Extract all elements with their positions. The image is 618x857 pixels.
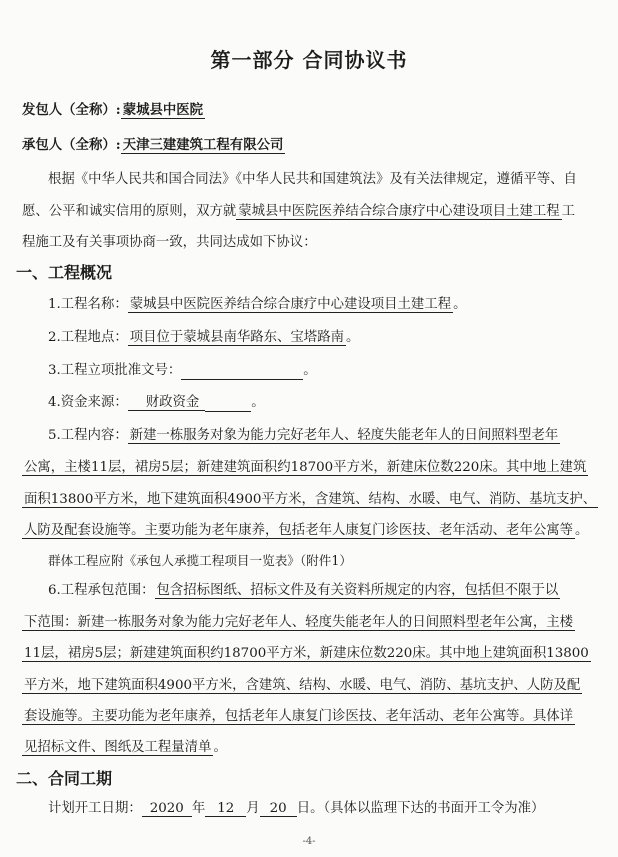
preamble-project-name: 蒙城县中医院医养结合综合康疗中心建设项目土建工程 (238, 204, 560, 219)
item-scope-end: 。 (213, 740, 227, 755)
item-location-label: 2.工程地点： (48, 330, 128, 345)
preamble-line-1: 根据《中华人民共和国合同法》《中华人民共和国建筑法》及有关法律规定，遵循平等、自 (48, 172, 577, 187)
contractor-line (22, 136, 285, 155)
item-project-name-value: 蒙城县中医院医养结合综合康疗中心建设项目土建工程 (129, 297, 452, 312)
item-content-text-1: 新建一栋服务对象为能力完好老年人、轻度失能老年人的日间照料型老年 (129, 428, 559, 443)
page-number: -4- (302, 836, 316, 847)
item-content-line-1 (48, 427, 560, 445)
item-scope-line-6 (22, 739, 227, 757)
item-scope-text-4: 平方米，地下建筑面积4900平方米，含建筑、结构、水暖、电气、消防、基坑支护、人防及配 (24, 678, 581, 693)
employer-label: 发包人（全称）: (22, 102, 121, 118)
start-day-unit: 日。 (296, 801, 324, 816)
employer-value: 蒙城县中医院 (122, 102, 204, 118)
item-scope-line-3 (22, 645, 591, 663)
item-approval-label: 3.工程立项批准文号： (48, 363, 182, 378)
item-scope-text-2: 下范围：新建一栋服务对象为能力完好老年人、轻度失能老年人的日间照料型老年公寓，主楼 (24, 615, 574, 630)
item-location (48, 329, 359, 347)
planned-start-date (48, 800, 544, 818)
start-month: 12 (205, 801, 246, 817)
item-scope-line-2 (22, 614, 575, 632)
start-month-unit: 月 (246, 801, 260, 816)
item-approval (48, 362, 317, 380)
item-scope-line-1 (48, 582, 560, 600)
item-project-name-end: 。 (453, 297, 467, 312)
item-project-name (48, 296, 467, 314)
preamble-line-2 (22, 203, 575, 221)
item-content-line-4 (22, 522, 588, 540)
item-project-name-label: 1.工程名称： (48, 297, 128, 312)
item-scope-label: 6.工程承包范围： (48, 583, 155, 598)
item-content-end: 。 (575, 523, 589, 538)
item-scope-text-5: 套设施等。主要功能为老年康养，包括老年人康复门诊医技、老年活动、老年公寓等。具体详 (24, 709, 574, 724)
preamble-suffix: 工 (561, 204, 576, 219)
item-content-text-3: 面积13800平方米，地下建筑面积4900平方米，含建筑、结构、水暖、电气、消防、基坑支护、 (24, 492, 597, 507)
preamble-line-3: 程施工及有关事项协商一致，共同达成如下协议： (22, 235, 317, 250)
item-funding-end: 。 (251, 395, 265, 410)
item-content-line-2 (22, 459, 588, 477)
start-year-unit: 年 (191, 801, 206, 816)
item-funding (48, 394, 265, 412)
contractor-label: 承包人（全称）: (22, 137, 121, 153)
contractor-value: 天津三建建筑工程有限公司 (122, 137, 284, 153)
item-funding-blank (205, 397, 251, 412)
item-content-text-4: 人防及配套设施等。主要功能为老年康养，包括老年人康复门诊医技、老年活动、老年公寓等 (24, 523, 574, 538)
start-year: 2020 (142, 801, 192, 817)
employer-line (22, 101, 205, 120)
preamble-prefix: 愿、公平和诚实信用的原则，双方就 (22, 204, 237, 219)
item-content-text-2: 公寓，主楼11层，裙房5层；新建建筑面积约18700平方米，新建床位数220床。其中地上建筑 (24, 460, 587, 475)
item-location-value: 项目位于蒙城县南华路东、宝塔路南 (129, 330, 344, 345)
item-content-label: 5.工程内容： (48, 428, 128, 443)
item-scope-text-3: 11层，裙房5层；新建建筑面积约18700平方米，新建床位数220床。其中地上建筑面积13800 (24, 646, 589, 661)
section-1-heading: 一、工程概况 (16, 263, 113, 282)
item-funding-value: 财政资金 (128, 395, 206, 411)
item-scope-line-4 (22, 677, 582, 695)
start-day: 20 (260, 801, 297, 817)
start-date-note: （具体以监理下达的书面开工令为准） (323, 801, 545, 816)
item-scope-text-6: 见招标文件、图纸及工程量清单 (24, 740, 212, 755)
item-funding-label: 4.资金来源： (48, 395, 128, 410)
item-approval-end: 。 (303, 363, 317, 378)
page-title: 第一部分 合同协议书 (210, 48, 408, 72)
group-project-note: 群体工程应附《承包人承揽工程项目一览表》（附件1） (48, 553, 352, 568)
item-approval-value (181, 365, 303, 380)
start-date-label: 计划开工日期： (48, 801, 142, 816)
item-scope-text-1: 包含招标图纸、招标文件及有关资料所规定的内容，包括但不限于以 (156, 583, 559, 598)
item-scope-line-5 (22, 708, 575, 726)
section-2-heading: 二、合同工期 (16, 769, 113, 788)
item-location-end: 。 (345, 330, 360, 345)
item-content-line-3 (22, 491, 598, 509)
